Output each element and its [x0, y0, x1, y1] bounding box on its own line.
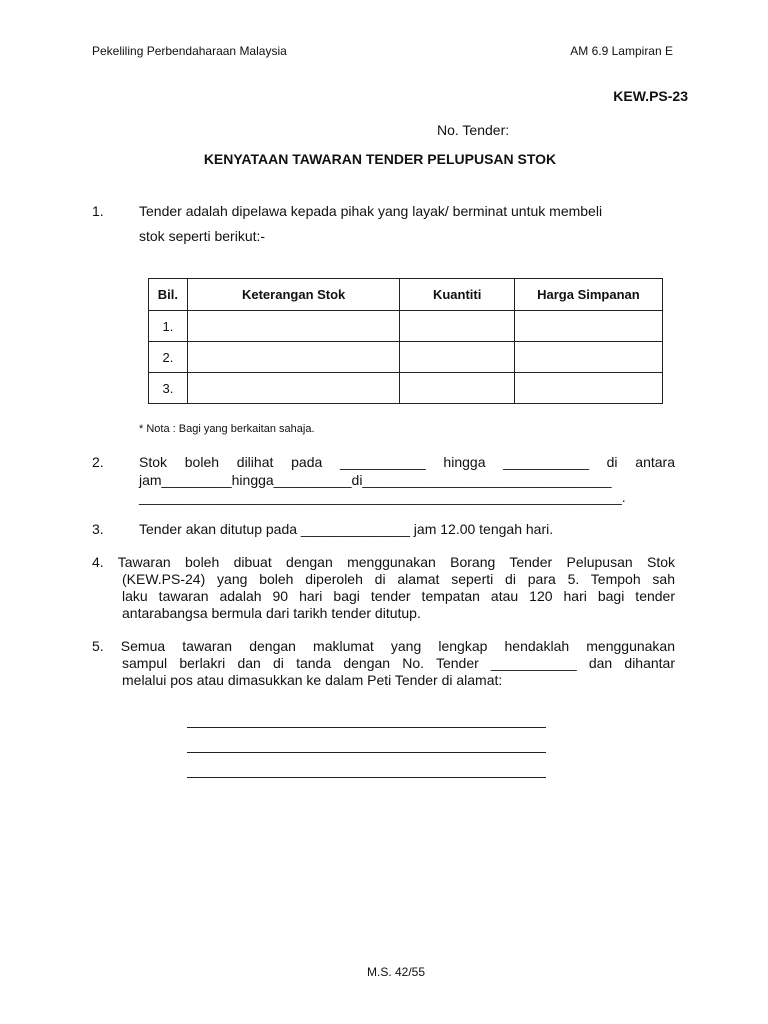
kuantiti-cell[interactable]	[400, 342, 514, 373]
section-3-text: Tender akan ditutup pada ______________ jam 12.00 tengah hari.	[139, 521, 554, 537]
section-1-line-1: Tender adalah dipelawa kepada pihak yang layak/ berminat untuk membeli	[139, 203, 603, 219]
section-4-line-3: laku tawaran adalah 90 hari bagi tender tempatan atau 120 hari bagi tender	[122, 588, 675, 604]
kuantiti-cell[interactable]	[400, 311, 514, 342]
running-header-right: AM 6.9 Lampiran E	[570, 44, 673, 58]
stock-table	[148, 278, 663, 404]
row-number: 1.	[149, 311, 188, 342]
harga-cell[interactable]	[514, 311, 662, 342]
keterangan-cell[interactable]	[187, 342, 400, 373]
address-line-2[interactable]	[187, 752, 546, 753]
page-number-footer: M.S. 42/55	[366, 965, 426, 979]
section-2-line-3: ______________________________________________________________.	[139, 489, 626, 505]
row-number: 2.	[149, 342, 188, 373]
section-2-number: 2.	[92, 454, 104, 470]
column-header-keterangan: Keterangan Stok	[187, 279, 400, 311]
section-4-line-2: (KEW.PS-24) yang boleh diperoleh di alamat seperti di para 5. Tempoh sah	[122, 571, 675, 587]
section-2-line-2: jam_________hingga__________di________________________________	[139, 472, 612, 488]
section-2-line-1: Stok boleh dilihat pada ___________ hingga ___________ di antara	[139, 454, 675, 470]
section-5-line-3: melalui pos atau dimasukkan ke dalam Peti Tender di alamat:	[122, 672, 503, 688]
section-1-number: 1.	[92, 203, 104, 219]
column-header-bil: Bil.	[149, 279, 188, 311]
column-header-harga: Harga Simpanan	[514, 279, 662, 311]
section-3-number: 3.	[92, 521, 104, 537]
row-number: 3.	[149, 373, 188, 404]
table-row	[149, 342, 663, 373]
section-4-line-4: antarabangsa bermula dari tarikh tender ditutup.	[122, 605, 421, 621]
section-5-line-1: 5. Semua tawaran dengan maklumat yang lengkap hendaklah menggunakan	[92, 638, 675, 654]
section-5-line-2: sampul berlakri dan di tanda dengan No. Tender ___________ dan dihantar	[122, 655, 675, 671]
table-note: * Nota : Bagi yang berkaitan sahaja.	[139, 423, 315, 435]
tender-number-label: No. Tender:	[437, 122, 510, 138]
section-4-line-1: 4. Tawaran boleh dibuat dengan menggunakan Borang Tender Pelupusan Stok	[92, 554, 675, 570]
table-row	[149, 311, 663, 342]
harga-cell[interactable]	[514, 342, 662, 373]
column-header-kuantiti: Kuantiti	[400, 279, 514, 311]
section-1-line-2: stok seperti berikut:-	[139, 228, 266, 244]
table-row	[149, 373, 663, 404]
running-header-left: Pekeliling Perbendaharaan Malaysia	[92, 44, 287, 58]
address-line-1[interactable]	[187, 727, 546, 728]
kuantiti-cell[interactable]	[400, 373, 514, 404]
form-code: KEW.PS-23	[613, 88, 688, 104]
keterangan-cell[interactable]	[187, 373, 400, 404]
keterangan-cell[interactable]	[187, 311, 400, 342]
document-title: KENYATAAN TAWARAN TENDER PELUPUSAN STOK	[203, 151, 557, 167]
table-header-row	[149, 279, 663, 311]
address-line-3[interactable]	[187, 777, 546, 778]
harga-cell[interactable]	[514, 373, 662, 404]
